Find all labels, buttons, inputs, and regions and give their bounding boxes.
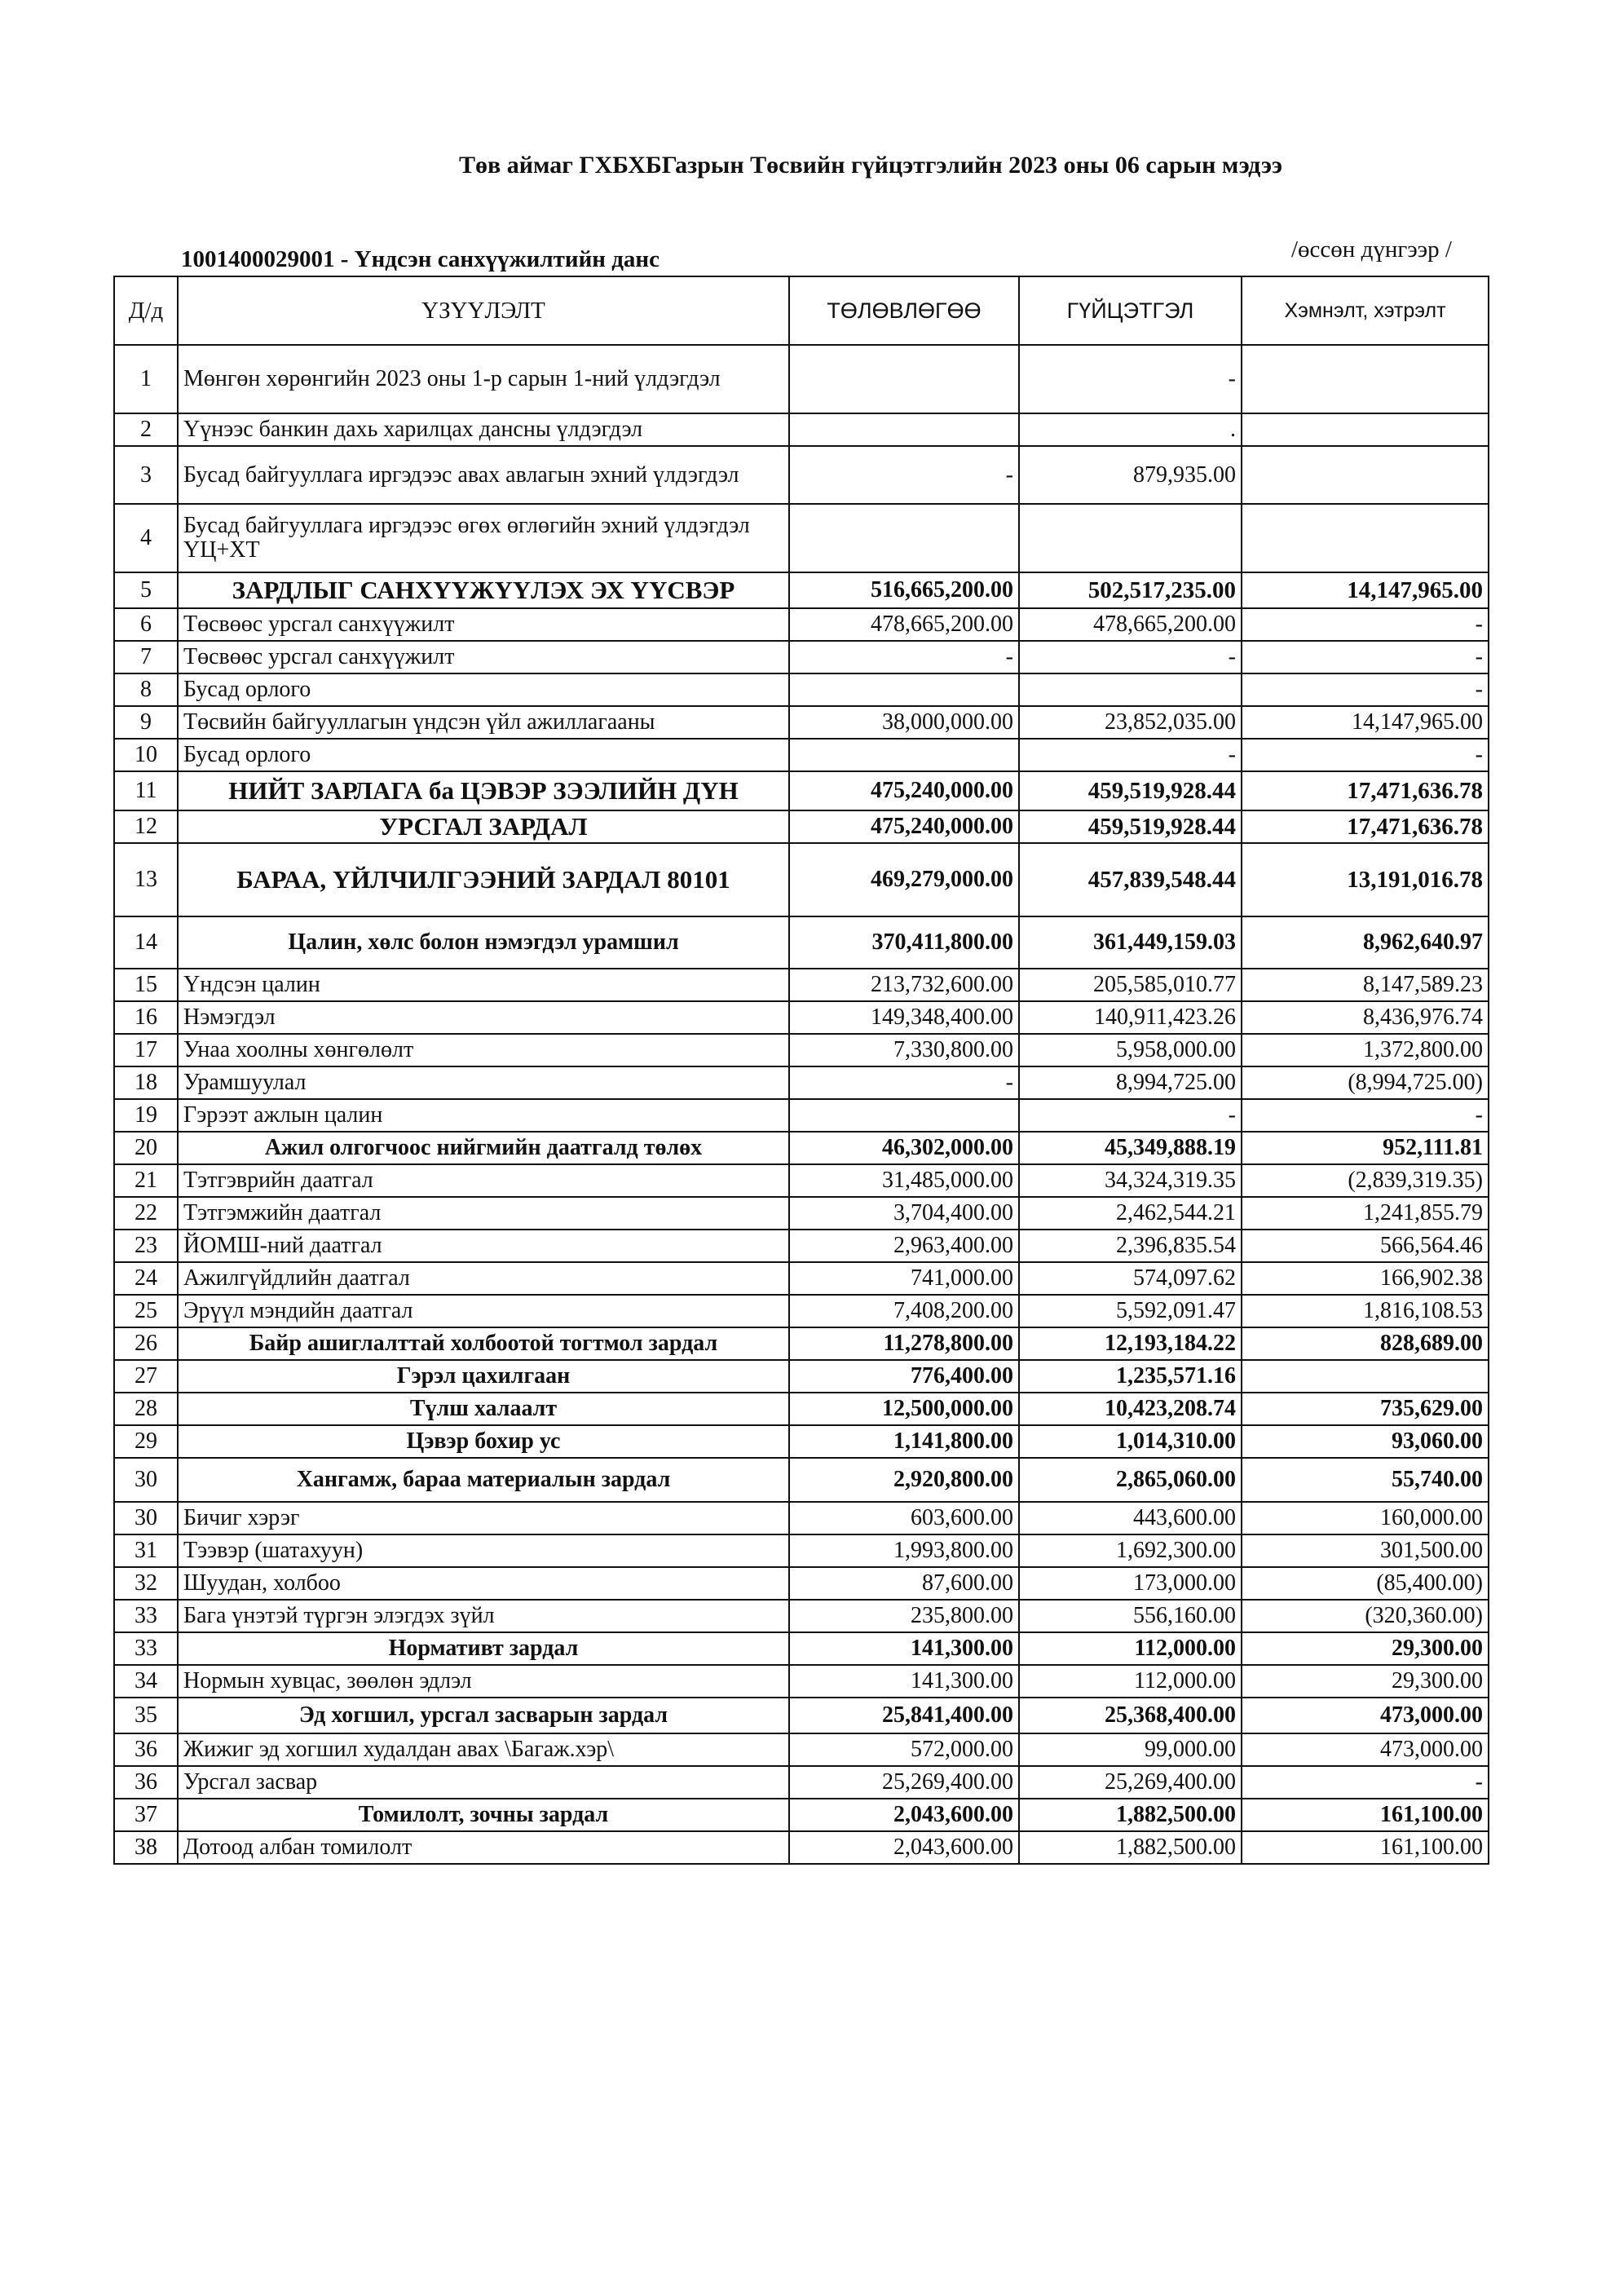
row-difference-cell: 566,564.46 [1242,1230,1489,1262]
table-row [114,771,1489,810]
table-row [114,1567,1489,1600]
table-row [114,1632,1489,1665]
row-plan-cell: 572,000.00 [789,1733,1019,1766]
row-difference-cell: 735,629.00 [1242,1393,1489,1425]
row-plan-cell [789,345,1019,413]
row-number-cell: 12 [114,810,178,843]
row-number-cell: 18 [114,1066,178,1099]
row-plan-cell: 141,300.00 [789,1665,1019,1698]
row-indicator-cell: Урамшуулал [178,1066,789,1099]
row-number-cell: 33 [114,1632,178,1665]
row-plan-cell: 213,732,600.00 [789,969,1019,1001]
table-row [114,1164,1489,1197]
row-execution-cell: 5,958,000.00 [1019,1034,1242,1066]
row-indicator-cell: Цэвэр бохир ус [178,1425,789,1458]
row-plan-cell: 2,920,800.00 [789,1458,1019,1502]
row-number-cell: 19 [114,1099,178,1132]
row-number-cell: 37 [114,1799,178,1831]
row-difference-cell: 301,500.00 [1242,1534,1489,1567]
row-difference-cell: (85,400.00) [1242,1567,1489,1600]
row-number-cell: 27 [114,1360,178,1393]
row-difference-cell: 1,372,800.00 [1242,1034,1489,1066]
row-execution-cell [1019,504,1242,572]
row-plan-cell: 149,348,400.00 [789,1001,1019,1034]
row-execution-cell: 5,592,091.47 [1019,1295,1242,1327]
row-difference-cell: 952,111.81 [1242,1132,1489,1164]
row-indicator-cell: Бусад байгууллага иргэдээс өгөх өглөгийн эхний үлдэгдэл ҮЦ+ХТ [178,504,789,572]
row-difference-cell: (2,839,319.35) [1242,1164,1489,1197]
row-execution-cell: 556,160.00 [1019,1600,1242,1632]
row-number-cell: 2 [114,413,178,446]
row-plan-cell: 1,993,800.00 [789,1534,1019,1567]
row-indicator-cell: Бусад байгууллага иргэдээс авах авлагын эхний үлдэгдэл [178,446,789,504]
row-number-cell: 32 [114,1567,178,1600]
table-row [114,1327,1489,1360]
table-row [114,1458,1489,1502]
row-indicator-cell: Урсгал засвар [178,1766,789,1799]
table-row [114,1698,1489,1733]
row-indicator-cell: Бусад орлого [178,739,789,771]
row-plan-cell: 2,043,600.00 [789,1799,1019,1831]
row-indicator-cell: Гэрэл цахилгаан [178,1360,789,1393]
row-execution-cell: 2,462,544.21 [1019,1197,1242,1230]
row-plan-cell: - [789,1066,1019,1099]
row-number-cell: 4 [114,504,178,572]
row-number-cell: 31 [114,1534,178,1567]
row-execution-cell: 502,517,235.00 [1019,572,1242,608]
row-number-cell: 26 [114,1327,178,1360]
row-indicator-cell: Төсвийн байгууллагын үндсэн үйл ажиллагааны [178,706,789,739]
row-number-cell: 8 [114,673,178,706]
row-indicator-cell: Нормын хувцас, зөөлөн эдлэл [178,1665,789,1698]
row-plan-cell: 370,411,800.00 [789,916,1019,969]
row-number-cell: 15 [114,969,178,1001]
row-number-cell: 36 [114,1733,178,1766]
row-plan-cell [789,504,1019,572]
header-name: ҮЗҮҮЛЭЛТ [178,276,789,345]
row-indicator-cell: Байр ашиглалттай холбоотой тогтмол зардал [178,1327,789,1360]
row-number-cell: 30 [114,1502,178,1534]
table-row [114,504,1489,572]
table-row [114,1066,1489,1099]
row-plan-cell: 516,665,200.00 [789,572,1019,608]
table-row [114,1831,1489,1864]
row-difference-cell: 161,100.00 [1242,1831,1489,1864]
row-execution-cell: 23,852,035.00 [1019,706,1242,739]
row-difference-cell: - [1242,608,1489,641]
row-difference-cell: - [1242,1766,1489,1799]
row-number-cell: 5 [114,572,178,608]
row-number-cell: 34 [114,1665,178,1698]
row-execution-cell: . [1019,413,1242,446]
row-number-cell: 9 [114,706,178,739]
row-plan-cell: 31,485,000.00 [789,1164,1019,1197]
row-number-cell: 10 [114,739,178,771]
row-plan-cell: 2,043,600.00 [789,1831,1019,1864]
table-row [114,1295,1489,1327]
row-plan-cell: 141,300.00 [789,1632,1019,1665]
row-indicator-cell: Нормативт зардал [178,1632,789,1665]
row-number-cell: 38 [114,1831,178,1864]
row-indicator-cell: Эрүүл мэндийн даатгал [178,1295,789,1327]
row-indicator-cell: Бага үнэтэй түргэн элэгдэх зүйл [178,1600,789,1632]
row-execution-cell: 99,000.00 [1019,1733,1242,1766]
row-plan-cell [789,673,1019,706]
row-execution-cell: 1,692,300.00 [1019,1534,1242,1567]
row-execution-cell: 140,911,423.26 [1019,1001,1242,1034]
row-number-cell: 16 [114,1001,178,1034]
row-number-cell: 25 [114,1295,178,1327]
row-plan-cell: - [789,446,1019,504]
row-number-cell: 13 [114,843,178,916]
row-indicator-cell: Мөнгөн хөрөнгийн 2023 оны 1-р сарын 1-ний үлдэгдэл [178,345,789,413]
row-number-cell: 36 [114,1766,178,1799]
table-row [114,641,1489,673]
table-row [114,572,1489,608]
row-difference-cell [1242,446,1489,504]
row-plan-cell [789,1099,1019,1132]
row-execution-cell: 457,839,548.44 [1019,843,1242,916]
row-plan-cell: 475,240,000.00 [789,810,1019,843]
row-indicator-cell: Цалин, хөлс болон нэмэгдэл урамшил [178,916,789,969]
row-execution-cell: 112,000.00 [1019,1665,1242,1698]
document-title: Төв аймаг ГХБХБГазрын Төсвийн гүйцэтгэлийн 2023 оны 06 сарын мэдээ [459,152,1282,179]
table-header-row [114,276,1489,345]
table-row [114,1001,1489,1034]
header-exec: ГҮЙЦЭТГЭЛ [1019,276,1242,345]
row-plan-cell: 235,800.00 [789,1600,1019,1632]
budget-table [113,276,1489,1865]
row-difference-cell: - [1242,641,1489,673]
table-row [114,1425,1489,1458]
row-difference-cell: 161,100.00 [1242,1799,1489,1831]
table-row [114,810,1489,843]
row-plan-cell: 7,330,800.00 [789,1034,1019,1066]
row-plan-cell: 776,400.00 [789,1360,1019,1393]
row-difference-cell: 14,147,965.00 [1242,572,1489,608]
row-number-cell: 1 [114,345,178,413]
row-difference-cell [1242,1360,1489,1393]
row-plan-cell: 46,302,000.00 [789,1132,1019,1164]
row-number-cell: 28 [114,1393,178,1425]
row-plan-cell [789,739,1019,771]
table-row [114,916,1489,969]
row-plan-cell: 11,278,800.00 [789,1327,1019,1360]
row-plan-cell: 741,000.00 [789,1262,1019,1295]
table-row [114,1502,1489,1534]
row-execution-cell: 25,269,400.00 [1019,1766,1242,1799]
row-execution-cell: 173,000.00 [1019,1567,1242,1600]
row-indicator-cell: НИЙТ ЗАРЛАГА ба ЦЭВЭР ЗЭЭЛИЙН ДҮН [178,771,789,810]
row-number-cell: 20 [114,1132,178,1164]
row-plan-cell: 1,141,800.00 [789,1425,1019,1458]
row-indicator-cell: Тэтгэврийн даатгал [178,1164,789,1197]
row-execution-cell: 8,994,725.00 [1019,1066,1242,1099]
row-indicator-cell: Бусад орлого [178,673,789,706]
row-indicator-cell: Ажилгүйдлийн даатгал [178,1262,789,1295]
row-execution-cell: - [1019,345,1242,413]
row-plan-cell: 87,600.00 [789,1567,1019,1600]
row-execution-cell: 205,585,010.77 [1019,969,1242,1001]
table-row [114,1262,1489,1295]
row-indicator-cell: Унаа хоолны хөнгөлөлт [178,1034,789,1066]
row-indicator-cell: Тэтгэмжийн даатгал [178,1197,789,1230]
row-plan-cell: 38,000,000.00 [789,706,1019,739]
table-row [114,1766,1489,1799]
row-indicator-cell: УРСГАЛ ЗАРДАЛ [178,810,789,843]
row-difference-cell: 14,147,965.00 [1242,706,1489,739]
row-indicator-cell: Томилолт, зочны зардал [178,1799,789,1831]
row-indicator-cell: Тээвэр (шатахуун) [178,1534,789,1567]
table-row [114,706,1489,739]
row-execution-cell: - [1019,739,1242,771]
row-difference-cell: 29,300.00 [1242,1665,1489,1698]
row-number-cell: 23 [114,1230,178,1262]
row-indicator-cell: Ажил олгогчоос нийгмийн даатгалд төлөх [178,1132,789,1164]
row-indicator-cell: Төсвөөс урсгал санхүүжилт [178,641,789,673]
row-number-cell: 33 [114,1600,178,1632]
row-indicator-cell: Гэрээт ажлын цалин [178,1099,789,1132]
row-difference-cell: (8,994,725.00) [1242,1066,1489,1099]
row-execution-cell: 2,865,060.00 [1019,1458,1242,1502]
table-row [114,1600,1489,1632]
row-difference-cell: 17,471,636.78 [1242,771,1489,810]
row-difference-cell: 29,300.00 [1242,1632,1489,1665]
row-difference-cell: 93,060.00 [1242,1425,1489,1458]
row-difference-cell: 13,191,016.78 [1242,843,1489,916]
row-indicator-cell: Дотоод албан томилолт [178,1831,789,1864]
table-row [114,1393,1489,1425]
row-execution-cell: 2,396,835.54 [1019,1230,1242,1262]
row-indicator-cell: Түлш халаалт [178,1393,789,1425]
row-execution-cell: 478,665,200.00 [1019,608,1242,641]
table-row [114,1230,1489,1262]
row-number-cell: 21 [114,1164,178,1197]
row-difference-cell: 1,241,855.79 [1242,1197,1489,1230]
table-row [114,1132,1489,1164]
row-indicator-cell: БАРАА, ҮЙЛЧИЛГЭЭНИЙ ЗАРДАЛ 80101 [178,843,789,916]
row-execution-cell: 1,014,310.00 [1019,1425,1242,1458]
row-plan-cell: 475,240,000.00 [789,771,1019,810]
table-row [114,413,1489,446]
row-plan-cell: 469,279,000.00 [789,843,1019,916]
table-row [114,969,1489,1001]
table-row [114,1197,1489,1230]
table-row [114,446,1489,504]
row-number-cell: 11 [114,771,178,810]
row-execution-cell: 459,519,928.44 [1019,771,1242,810]
row-plan-cell: 2,963,400.00 [789,1230,1019,1262]
row-execution-cell: 10,423,208.74 [1019,1393,1242,1425]
header-plan: ТӨЛӨВЛӨГӨӨ [789,276,1019,345]
row-difference-cell: 8,147,589.23 [1242,969,1489,1001]
row-number-cell: 24 [114,1262,178,1295]
table-row [114,843,1489,916]
row-difference-cell: 160,000.00 [1242,1502,1489,1534]
row-execution-cell: - [1019,1099,1242,1132]
row-plan-cell: 7,408,200.00 [789,1295,1019,1327]
row-difference-cell: 1,816,108.53 [1242,1295,1489,1327]
row-difference-cell: 17,471,636.78 [1242,810,1489,843]
table-row [114,608,1489,641]
row-plan-cell [789,413,1019,446]
table-row [114,673,1489,706]
row-indicator-cell: Хангамж, бараа материалын зардал [178,1458,789,1502]
row-execution-cell: 45,349,888.19 [1019,1132,1242,1164]
row-plan-cell: - [789,641,1019,673]
row-number-cell: 30 [114,1458,178,1502]
row-execution-cell: 25,368,400.00 [1019,1698,1242,1733]
table-row [114,1034,1489,1066]
row-indicator-cell: Үндсэн цалин [178,969,789,1001]
row-indicator-cell: ЗАРДЛЫГ САНХҮҮЖҮҮЛЭХ ЭХ ҮҮСВЭР [178,572,789,608]
row-difference-cell [1242,345,1489,413]
row-difference-cell: 473,000.00 [1242,1733,1489,1766]
row-plan-cell: 478,665,200.00 [789,608,1019,641]
account-label: 1001400029001 - Үндсэн санхүүжилтийн данс [181,246,660,272]
table-row [114,345,1489,413]
row-difference-cell: 166,902.38 [1242,1262,1489,1295]
row-difference-cell: 55,740.00 [1242,1458,1489,1502]
row-execution-cell: 1,882,500.00 [1019,1799,1242,1831]
table-row [114,1534,1489,1567]
row-number-cell: 29 [114,1425,178,1458]
row-plan-cell: 25,269,400.00 [789,1766,1019,1799]
row-indicator-cell: Төсвөөс урсгал санхүүжилт [178,608,789,641]
row-difference-cell: 8,436,976.74 [1242,1001,1489,1034]
unit-note: /өссөн дүнгээр / [1291,236,1452,263]
row-plan-cell: 12,500,000.00 [789,1393,1019,1425]
row-indicator-cell: Эд хогшил, урсгал засварын зардал [178,1698,789,1733]
row-difference-cell: 8,962,640.97 [1242,916,1489,969]
row-execution-cell: 34,324,319.35 [1019,1164,1242,1197]
table-row [114,1099,1489,1132]
row-difference-cell: (320,360.00) [1242,1600,1489,1632]
table-row [114,739,1489,771]
row-number-cell: 14 [114,916,178,969]
row-execution-cell: - [1019,641,1242,673]
table-row [114,1733,1489,1766]
row-execution-cell: 112,000.00 [1019,1632,1242,1665]
row-number-cell: 6 [114,608,178,641]
table-row [114,1799,1489,1831]
row-indicator-cell: Бичиг хэрэг [178,1502,789,1534]
row-indicator-cell: Үүнээс банкин дахь харилцах дансны үлдэгдэл [178,413,789,446]
row-execution-cell: 12,193,184.22 [1019,1327,1242,1360]
row-indicator-cell: Шуудан, холбоо [178,1567,789,1600]
header-num: Д/д [114,276,178,345]
row-difference-cell: - [1242,739,1489,771]
row-difference-cell [1242,504,1489,572]
row-indicator-cell: ЙОМШ-ний даатгал [178,1230,789,1262]
row-difference-cell: - [1242,1099,1489,1132]
row-number-cell: 17 [114,1034,178,1066]
header-diff: Хэмнэлт, хэтрэлт [1242,276,1489,345]
row-indicator-cell: Жижиг эд хогшил худалдан авах \Багаж.хэр\ [178,1733,789,1766]
row-execution-cell: 443,600.00 [1019,1502,1242,1534]
table-row [114,1360,1489,1393]
row-execution-cell: 459,519,928.44 [1019,810,1242,843]
row-indicator-cell: Нэмэгдэл [178,1001,789,1034]
row-execution-cell: 1,882,500.00 [1019,1831,1242,1864]
row-execution-cell: 574,097.62 [1019,1262,1242,1295]
row-plan-cell: 603,600.00 [789,1502,1019,1534]
row-difference-cell: - [1242,673,1489,706]
row-execution-cell [1019,673,1242,706]
row-execution-cell: 361,449,159.03 [1019,916,1242,969]
table-row [114,1665,1489,1698]
row-number-cell: 35 [114,1698,178,1733]
row-number-cell: 22 [114,1197,178,1230]
row-number-cell: 7 [114,641,178,673]
row-execution-cell: 1,235,571.16 [1019,1360,1242,1393]
row-plan-cell: 25,841,400.00 [789,1698,1019,1733]
row-difference-cell: 473,000.00 [1242,1698,1489,1733]
row-plan-cell: 3,704,400.00 [789,1197,1019,1230]
row-number-cell: 3 [114,446,178,504]
row-difference-cell [1242,413,1489,446]
row-execution-cell: 879,935.00 [1019,446,1242,504]
row-difference-cell: 828,689.00 [1242,1327,1489,1360]
